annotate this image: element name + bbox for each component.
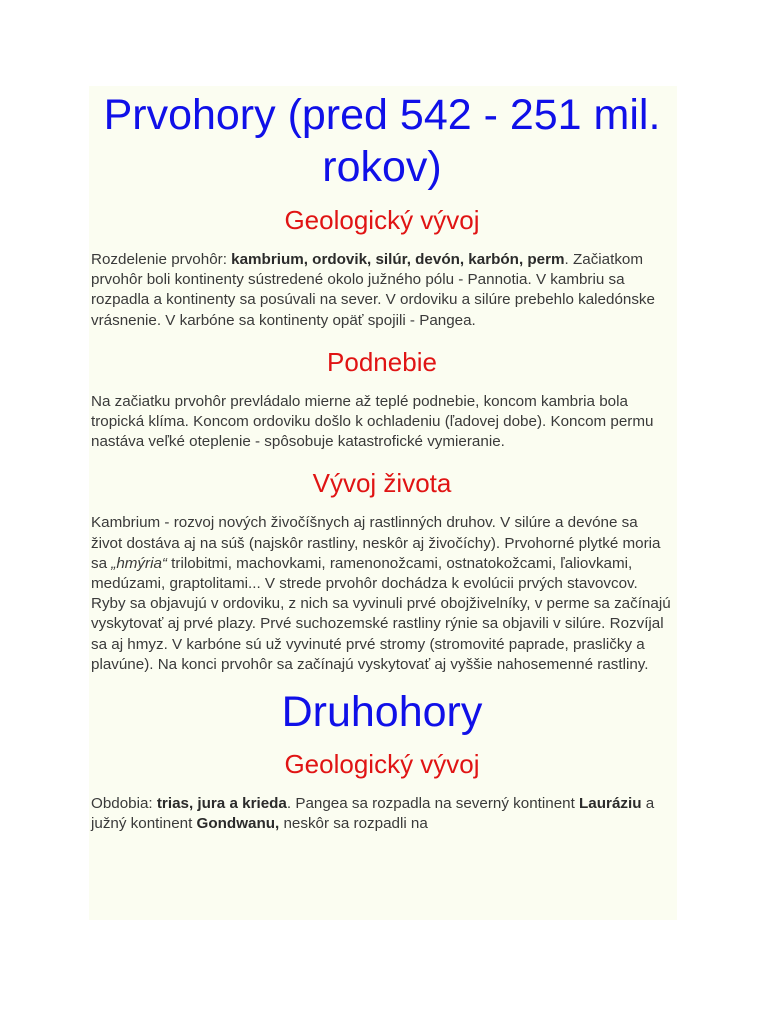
second-title: Druhohory (281, 688, 483, 737)
text-span: Kambrium - rozvoj nových živočíšnych aj rastlinných druhov. V silúre a devóne sa život dostáva aj na súš (najskôr rastliny, neskôr aj živočíchy). Prvohorné plytké moria sa (91, 514, 661, 572)
section-heading-life: Vývoj života (312, 468, 452, 499)
bold-periods-2: trias, jura a krieda (156, 795, 287, 813)
text-span: trilobitmi, machovkami, ramenonožcami, ostnatokožcami, ľaliovkami, medúzami, graptolitami... V strede prvohôr dochádza k evolúcii prvých stavovcov. Ryby sa objavujú v ordoviku, z nich sa vyvinuli prvé obojživelníky, v perme sa začínajú vyskytovať aj prvé plazy. Prvé suchozemské rastliny rýnie sa objavili v silúre. Rozvíjal sa aj hmyz. V karbóne sú už vyvinuté prvé stromy (stromovité paprade, prasličky a plavúne). Na konci prvohôr sa začínajú vyskytovať aj vyššie nahosemenné rastliny. (91, 554, 671, 673)
bold-periods: kambrium, ordovik, silúr, devón, karbón, perm (231, 251, 565, 268)
text-span: Rozdelenie prvohôr: (91, 251, 232, 268)
section-heading-geology: Geologický vývoj (284, 205, 480, 235)
text-span: Obdobia: (91, 795, 157, 813)
italic-term: „hmýria“ (111, 554, 167, 572)
paragraph-climate: Na začiatku prvohôr prevládalo mierne až teplé podnebie, koncom kambria bola tropická klíma. Koncom ordoviku došlo k ochladeniu (ľadovej dobe). Koncom permu nastáva veľké oteplenie - spôsobuje katastrofické vymieranie. (91, 392, 654, 451)
text-span: . Pangea sa rozpadla na severný kontinent (286, 795, 580, 813)
text-span: . Začiatkom prvohôr boli kontinenty sústredené okolo južného pólu - Pannotia. V kambriu sa rozpadla a kontinenty sa posúvali na sever. V ordoviku a silúre prebehlo kaledónske vrásnenie. V karbóne sa kontinenty opäť spojili - Pangea. (91, 251, 655, 329)
paragraph-geology-2 (91, 794, 673, 834)
document-content (89, 86, 677, 920)
paragraph-geology (91, 250, 673, 331)
text-span: neskôr sa rozpadli na (279, 815, 428, 833)
page-title: Prvohory (pred 542 - 251 mil. rokov) (103, 91, 661, 191)
text-span: a južný kontinent (91, 795, 655, 833)
section-heading-geology-2: Geologický vývoj (284, 749, 480, 780)
paragraph-life (91, 513, 673, 675)
section-heading-climate: Podnebie (327, 346, 437, 377)
bold-gondwana: Gondwanu, (196, 815, 280, 833)
bold-laurasia: Lauráziu (579, 795, 642, 813)
